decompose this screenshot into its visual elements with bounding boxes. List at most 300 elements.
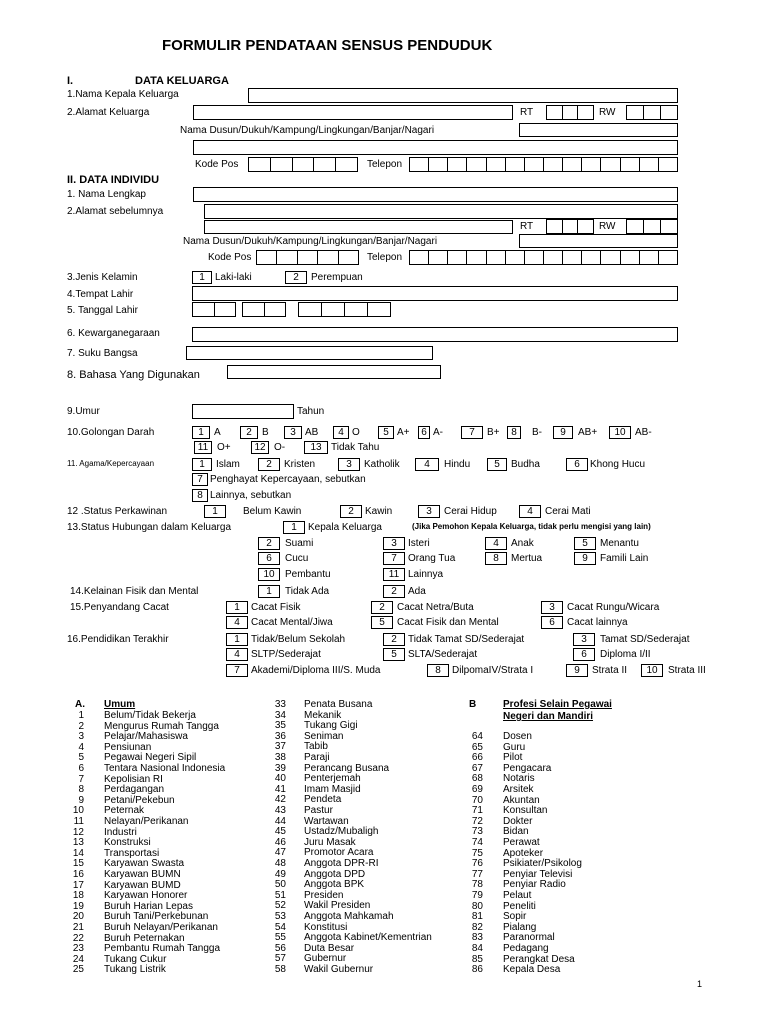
agama-option-6-box[interactable]: 6	[566, 458, 588, 471]
pekerjaan-label: Perawat	[503, 837, 540, 848]
pekerjaan-code: 67	[471, 762, 483, 774]
cacat-option-6-label: Cacat lainnya	[567, 617, 628, 628]
pekerjaan-label: Pegawai Negeri Sipil	[104, 752, 197, 764]
hubungan-option-7-label: Orang Tua	[408, 553, 456, 564]
pekerjaan-code: 49	[274, 868, 286, 880]
pekerjaan-label: Notaris	[503, 773, 535, 785]
label-telepon-1: Telepon	[367, 159, 403, 170]
pekerjaan-label: Anggota DPR-RI	[304, 858, 379, 869]
pekerjaan-code: 72	[471, 815, 483, 827]
pekerjaan-label: Karyawan Swasta	[104, 858, 185, 870]
label-rw-2: RW	[599, 221, 616, 232]
golongan-darah-option-8-box[interactable]: 8	[507, 426, 521, 439]
pekerjaan-label: Belum/Tidak Bekerja	[104, 710, 196, 721]
pekerjaan-code: 41	[274, 783, 286, 795]
pekerjaan-code: 58	[274, 964, 286, 975]
cacat-option-4-label: Cacat Mental/Jiwa	[251, 617, 333, 628]
kodepos-field-1[interactable]	[248, 157, 358, 172]
pekerjaan-code: 43	[274, 805, 286, 816]
label-kelainan: 14.Kelainan Fisik dan Mental	[70, 586, 199, 597]
pekerjaan-code: 50	[274, 879, 286, 891]
pendidikan-option-10-box[interactable]: 10	[641, 664, 663, 677]
cacat-option-1-label: Cacat Fisik	[251, 602, 301, 613]
golongan-darah-option-1-box[interactable]: 1	[192, 426, 210, 439]
hubungan-option-6-label: Cucu	[285, 553, 309, 564]
pekerjaan-code: 51	[274, 889, 286, 901]
pekerjaan-label: Perdagangan	[104, 784, 165, 796]
alamat-keluarga-field[interactable]	[193, 105, 513, 120]
label-kodepos-1: Kode Pos	[195, 159, 239, 170]
pekerjaan-code: 36	[274, 730, 286, 742]
pekerjaan-label: Pendeta	[304, 794, 342, 806]
status-perkawinan-option-4-box[interactable]: 4	[519, 505, 541, 518]
hubungan-option-6-box[interactable]: 6	[258, 552, 280, 565]
hubungan-option-3-label: Isteri	[408, 538, 430, 549]
pekerjaan-code: 52	[274, 900, 286, 912]
pekerjaan-label: Konstruksi	[104, 837, 151, 849]
rw-field-1[interactable]	[626, 105, 678, 120]
pekerjaan-label: Peneliti	[503, 900, 536, 912]
label-jenis-kelamin: 3.Jenis Kelamin	[67, 272, 138, 283]
agama-option-1-box[interactable]: 1	[192, 458, 212, 471]
pekerjaan-label: Anggota Mahkamah	[304, 911, 394, 922]
pekerjaan-label: Industri	[104, 826, 137, 838]
pekerjaan-label: Buruh Harian Lepas	[104, 900, 193, 912]
pekerjaan-b-heading-2: Negeri dan Mandiri	[503, 711, 594, 722]
label-agama: 11. Agama/Kepercayaan	[67, 459, 155, 468]
pendidikan-option-9-label: Strata II	[592, 665, 628, 676]
pekerjaan-label: Kepala Desa	[503, 964, 561, 976]
tanggal-lahir-year[interactable]	[298, 302, 391, 317]
pekerjaan-code: 25	[72, 964, 84, 976]
pekerjaan-code: 18	[72, 890, 84, 902]
hubungan-option-4-box[interactable]: 4	[485, 537, 507, 550]
pekerjaan-code: 81	[471, 911, 483, 923]
pekerjaan-code: 47	[274, 847, 286, 859]
kelainan-option-2-box[interactable]: 2	[383, 585, 405, 598]
cacat-option-2-label: Cacat Netra/Buta	[397, 602, 474, 613]
pekerjaan-code: 19	[72, 900, 84, 912]
alamat-keluarga-field-2[interactable]	[193, 140, 678, 155]
hubungan-option-5-box[interactable]: 5	[574, 537, 596, 550]
pekerjaan-label: Imam Masjid	[304, 783, 361, 795]
pekerjaan-code: 39	[274, 762, 286, 774]
status-perkawinan-option-1-box[interactable]: 1	[204, 505, 226, 518]
pekerjaan-code: 64	[471, 731, 483, 742]
pekerjaan-code: 7	[78, 773, 84, 785]
telepon-field-2[interactable]	[409, 250, 678, 265]
pekerjaan-label: Pastur	[304, 805, 333, 816]
status-perkawinan-option-3-label: Cerai Hidup	[444, 506, 497, 517]
pendidikan-option-8-label: DilpomaIV/Strata I	[452, 665, 534, 676]
pekerjaan-label: Nelayan/Perikanan	[104, 816, 189, 827]
pekerjaan-code: 1	[78, 710, 84, 721]
label-bahasa: 8. Bahasa Yang Digunakan	[67, 369, 200, 381]
pekerjaan-label: Anggota DPD	[304, 868, 366, 880]
pekerjaan-code: 77	[471, 868, 483, 880]
pekerjaan-label: Penyiar Televisi	[503, 868, 573, 880]
pendidikan-option-10-label: Strata III	[668, 665, 706, 676]
hubungan-option-11-box[interactable]: 11	[383, 568, 405, 581]
pekerjaan-label: Karyawan Honorer	[104, 890, 188, 902]
golongan-darah-option-2-label: B	[262, 427, 269, 438]
pendidikan-option-5-label: SLTA/Sederajat	[408, 649, 478, 660]
agama-option-5-box[interactable]: 5	[487, 458, 507, 471]
label-penyandang-cacat: 15.Penyandang Cacat	[70, 602, 169, 613]
pekerjaan-label: Karyawan BUMN	[104, 869, 181, 880]
pekerjaan-code: 3	[78, 731, 84, 743]
pekerjaan-label: Seniman	[304, 730, 344, 742]
pekerjaan-code: 14	[72, 847, 84, 859]
pekerjaan-code: 11	[73, 816, 84, 827]
jk-option-1-label: Laki-laki	[215, 272, 252, 283]
pekerjaan-label: Tukang Gigi	[304, 720, 358, 732]
pekerjaan-code: 54	[274, 921, 286, 933]
pekerjaan-code: 66	[471, 752, 483, 764]
telepon-field-1[interactable]	[409, 157, 678, 172]
pekerjaan-code: 82	[471, 921, 483, 933]
agama-option-2-box[interactable]: 2	[258, 458, 280, 471]
pekerjaan-label: Pelaut	[503, 890, 532, 901]
cacat-option-3-box[interactable]: 3	[541, 601, 563, 614]
label-umur: 9.Umur	[67, 406, 100, 417]
agama-option-2-label: Kristen	[284, 459, 316, 470]
pendidikan-option-3-box[interactable]: 3	[573, 633, 595, 646]
nama-lengkap-field[interactable]	[193, 187, 678, 202]
pekerjaan-label: Wartawan	[304, 815, 349, 827]
pekerjaan-label: Arsitek	[503, 784, 534, 795]
kelainan-option-1-box[interactable]: 1	[258, 585, 280, 598]
jk-option-2-label: Perempuan	[311, 272, 363, 283]
tanggal-lahir-day[interactable]	[192, 302, 236, 317]
pekerjaan-label: Presiden	[304, 889, 344, 901]
pendidikan-option-3-label: Tamat SD/Sederajat	[600, 634, 690, 645]
hubungan-option-4-label: Anak	[511, 538, 534, 549]
cacat-option-2-box[interactable]: 2	[371, 601, 393, 614]
pendidikan-option-7-label: Akademi/Diploma III/S. Muda	[251, 665, 381, 676]
agama-option-3-label: Katholik	[364, 459, 400, 470]
golongan-darah-option-12-box[interactable]: 12	[251, 441, 269, 454]
pekerjaan-label: Penata Busana	[304, 699, 373, 710]
pekerjaan-label: Karyawan BUMD	[104, 879, 181, 891]
agama-option-3-box[interactable]: 3	[338, 458, 360, 471]
pendidikan-option-5-box[interactable]: 5	[383, 648, 405, 661]
pekerjaan-a-letter: A.	[75, 699, 85, 710]
pekerjaan-label: Buruh Peternakan	[104, 932, 185, 944]
golongan-darah-option-6-box[interactable]: 6	[418, 426, 430, 439]
label-rw-1: RW	[599, 107, 616, 118]
pekerjaan-code: 65	[471, 741, 483, 753]
pekerjaan-code: 68	[471, 773, 483, 785]
pekerjaan-label: Paranormal	[503, 932, 555, 944]
pekerjaan-label: Wakil Presiden	[304, 900, 371, 912]
pekerjaan-code: 15	[72, 858, 84, 870]
pekerjaan-label: Juru Masak	[304, 836, 356, 848]
pekerjaan-code: 13	[72, 837, 84, 849]
hubungan-option-7-box[interactable]: 7	[383, 552, 405, 565]
hubungan-option-1-box[interactable]: 1	[283, 521, 305, 534]
hubungan-option-5-label: Menantu	[600, 538, 639, 549]
pekerjaan-code: 16	[72, 869, 84, 880]
label-rt-2: RT	[520, 221, 534, 232]
pekerjaan-label: Sopir	[503, 911, 527, 923]
pekerjaan-label: Perangkat Desa	[503, 953, 575, 965]
tempat-lahir-field[interactable]	[192, 286, 678, 301]
pekerjaan-b-letter: B	[469, 699, 477, 710]
agama-option-7-label: Penghayat Kepercayaan, sebutkan	[210, 474, 366, 485]
cacat-option-5-label: Cacat Fisik dan Mental	[397, 617, 499, 628]
pekerjaan-label: Tukang Listrik	[104, 964, 166, 976]
pekerjaan-code: 40	[274, 773, 286, 785]
label-kewarganegaraan: 6. Kewarganegaraan	[67, 328, 160, 339]
pekerjaan-label: Konsultan	[503, 805, 548, 817]
pekerjaan-label: Pelajar/Mahasiswa	[104, 731, 188, 743]
golongan-darah-option-5-box[interactable]: 5	[378, 426, 394, 439]
hubungan-option-1-label: Kepala Keluarga	[308, 522, 382, 533]
label-nama-lengkap: 1. Nama Lengkap	[67, 189, 146, 200]
pekerjaan-code: 6	[78, 763, 84, 774]
rw-field-2[interactable]	[626, 219, 678, 234]
cacat-option-1-box[interactable]: 1	[226, 601, 248, 614]
pekerjaan-label: Dosen	[503, 731, 532, 742]
pendidikan-option-4-box[interactable]: 4	[226, 648, 248, 661]
pendidikan-option-2-label: Tidak Tamat SD/Sederajat	[408, 634, 525, 645]
hubungan-option-10-box[interactable]: 10	[258, 568, 280, 581]
cacat-option-4-box[interactable]: 4	[226, 616, 248, 629]
label-kodepos-2: Kode Pos	[208, 252, 252, 263]
pekerjaan-code: 76	[471, 858, 483, 870]
pekerjaan-code: 45	[274, 826, 286, 838]
golongan-darah-option-4-label: O	[352, 427, 360, 438]
golongan-darah-option-11-label: O+	[217, 442, 231, 453]
pekerjaan-code: 5	[78, 752, 84, 764]
golongan-darah-option-11-box[interactable]: 11	[194, 441, 212, 454]
golongan-darah-option-7-label: B+	[487, 427, 500, 438]
pekerjaan-code: 38	[274, 752, 286, 763]
golongan-darah-option-2-box[interactable]: 2	[240, 426, 258, 439]
pekerjaan-code: 86	[471, 964, 483, 976]
pendidikan-option-6-box[interactable]: 6	[573, 648, 595, 661]
agama-option-5-label: Budha	[511, 459, 540, 470]
pekerjaan-label: Pengacara	[503, 762, 552, 774]
hubungan-option-9-box[interactable]: 9	[574, 552, 596, 565]
golongan-darah-option-10-box[interactable]: 10	[609, 426, 631, 439]
pekerjaan-code: 55	[274, 932, 286, 944]
pekerjaan-code: 75	[471, 847, 483, 859]
jk-option-2-box[interactable]: 2	[285, 271, 307, 284]
pendidikan-option-8-box[interactable]: 8	[427, 664, 449, 677]
pekerjaan-label: Pedagang	[503, 943, 549, 954]
golongan-darah-option-4-box[interactable]: 4	[333, 426, 349, 439]
nama-kepala-field[interactable]	[248, 88, 678, 103]
pekerjaan-code: 10	[72, 805, 84, 817]
label-tahun: Tahun	[297, 406, 325, 417]
hubungan-option-2-box[interactable]: 2	[258, 537, 280, 550]
pekerjaan-code: 4	[78, 741, 84, 753]
label-status-hubungan: 13.Status Hubungan dalam Keluarga	[67, 522, 232, 533]
label-tanggal-lahir: 5. Tanggal Lahir	[67, 305, 138, 316]
pekerjaan-code: 34	[274, 709, 286, 721]
pekerjaan-code: 83	[471, 932, 483, 944]
label-dusun-2: Nama Dusun/Dukuh/Kampung/Lingkungan/Banjar/Nagari	[183, 236, 438, 247]
section2-heading: II. DATA INDIVIDU	[67, 174, 160, 186]
hubungan-option-11-label: Lainnya	[408, 569, 444, 580]
pekerjaan-code: 8	[78, 784, 84, 796]
pekerjaan-label: Anggota BPK	[304, 879, 365, 891]
pekerjaan-label: Paraji	[304, 752, 330, 763]
pekerjaan-code: 35	[274, 720, 286, 732]
label-tempat-lahir: 4.Tempat Lahir	[67, 289, 134, 300]
label-rt-1: RT	[520, 107, 534, 118]
alamat-sebelumnya-field[interactable]	[204, 204, 678, 219]
pekerjaan-label: Akuntan	[503, 794, 540, 806]
page-number: 1	[697, 979, 703, 989]
pekerjaan-code: 78	[471, 879, 483, 891]
pekerjaan-code: 71	[471, 805, 483, 817]
pendidikan-option-1-label: Tidak/Belum Sekolah	[251, 634, 346, 645]
hubungan-option-10-label: Pembantu	[285, 569, 331, 580]
golongan-darah-option-12-label: O-	[274, 442, 286, 453]
golongan-darah-option-7-box[interactable]: 7	[461, 426, 483, 439]
pekerjaan-code: 12	[72, 826, 84, 838]
pekerjaan-b-heading-1: Profesi Selain Pegawai	[503, 699, 612, 710]
pekerjaan-code: 33	[274, 699, 286, 710]
golongan-darah-option-1-label: A	[214, 427, 221, 438]
pekerjaan-code: 22	[72, 932, 84, 944]
pendidikan-option-1-box[interactable]: 1	[226, 633, 248, 646]
alamat-sebelumnya-field-2[interactable]	[204, 220, 513, 234]
kodepos-field-2[interactable]	[256, 250, 359, 265]
label-alamat-keluarga: 2.Alamat Keluarga	[67, 107, 150, 118]
pendidikan-option-9-box[interactable]: 9	[566, 664, 588, 677]
section1-roman: I.	[67, 75, 74, 87]
pekerjaan-code: 80	[471, 900, 483, 912]
pekerjaan-label: Penterjemah	[304, 773, 361, 785]
rt-field-1[interactable]	[546, 105, 594, 120]
kelainan-option-2-label: Ada	[408, 586, 426, 597]
pekerjaan-code: 84	[471, 943, 483, 954]
label-status-perkawinan: 12 .Status Perkawinan	[67, 506, 168, 517]
pekerjaan-label: Pialang	[503, 921, 537, 933]
agama-option-8-label: Lainnya, sebutkan	[210, 490, 292, 501]
pekerjaan-label: Mengurus Rumah Tangga	[104, 720, 219, 732]
pekerjaan-a-heading: Umum	[104, 699, 136, 710]
hubungan-note: (Jika Pemohon Kepala Keluarga, tidak perlu mengisi yang lain)	[412, 522, 651, 531]
agama-option-4-label: Hindu	[444, 459, 471, 470]
pekerjaan-code: 17	[72, 879, 84, 891]
pekerjaan-code: 44	[274, 815, 286, 827]
dusun-field-2[interactable]	[519, 234, 678, 248]
pekerjaan-label: Pembantu Rumah Tangga	[104, 943, 221, 955]
pekerjaan-label: Gubernur	[304, 953, 347, 965]
pekerjaan-label: Psikiater/Psikolog	[503, 858, 582, 870]
pekerjaan-label: Pensiunan	[104, 741, 152, 753]
pekerjaan-code: 69	[471, 784, 483, 795]
dusun-field-1[interactable]	[519, 123, 678, 137]
pekerjaan-label: Guru	[503, 741, 526, 753]
golongan-darah-option-8-label: B-	[532, 427, 542, 438]
label-suku-bangsa: 7. Suku Bangsa	[67, 348, 138, 359]
cacat-option-6-box[interactable]: 6	[541, 616, 563, 629]
jk-option-1-box[interactable]: 1	[192, 271, 212, 284]
pekerjaan-code: 21	[72, 922, 84, 933]
pekerjaan-code: 46	[274, 836, 286, 848]
rt-field-2[interactable]	[546, 219, 594, 234]
label-nama-kepala: 1.Nama Kepala Keluarga	[67, 89, 179, 100]
pendidikan-option-7-box[interactable]: 7	[226, 664, 248, 677]
pekerjaan-label: Dokter	[503, 815, 533, 827]
pendidikan-option-2-box[interactable]: 2	[383, 633, 405, 646]
status-perkawinan-option-4-label: Cerai Mati	[545, 506, 591, 517]
pekerjaan-code: 57	[274, 953, 286, 965]
agama-option-7-box[interactable]: 7	[192, 473, 208, 486]
pekerjaan-label: Duta Besar	[304, 942, 355, 954]
pekerjaan-label: Konstitusi	[304, 921, 348, 933]
pekerjaan-label: Mekanik	[304, 709, 342, 721]
golongan-darah-option-9-label: AB+	[578, 427, 598, 438]
agama-option-6-label: Khong Hucu	[590, 459, 646, 470]
pekerjaan-label: Kepolisian RI	[104, 773, 163, 785]
hubungan-option-3-box[interactable]: 3	[383, 537, 405, 550]
golongan-darah-option-13-label: Tidak Tahu	[331, 442, 380, 453]
kewarganegaraan-field[interactable]	[192, 327, 678, 342]
agama-option-8-box[interactable]: 8	[192, 489, 208, 502]
pekerjaan-code: 20	[72, 911, 84, 923]
cacat-option-3-label: Cacat Rungu/Wicara	[567, 602, 660, 613]
pekerjaan-label: Penyiar Radio	[503, 879, 566, 891]
pekerjaan-code: 37	[274, 741, 286, 753]
tanggal-lahir-month[interactable]	[242, 302, 286, 317]
pekerjaan-code: 42	[274, 794, 286, 806]
pekerjaan-label: Ustadz/Mubaligh	[304, 826, 379, 838]
golongan-darah-option-5-label: A+	[397, 427, 410, 438]
umur-field[interactable]	[192, 404, 294, 419]
kelainan-option-1-label: Tidak Ada	[285, 586, 330, 597]
label-dusun-1: Nama Dusun/Dukuh/Kampung/Lingkungan/Banjar/Nagari	[180, 125, 435, 136]
pekerjaan-label: Wakil Gubernur	[304, 964, 374, 975]
cacat-option-5-box[interactable]: 5	[371, 616, 393, 629]
label-telepon-2: Telepon	[367, 252, 403, 263]
golongan-darah-option-3-label: AB	[305, 427, 319, 438]
status-perkawinan-option-3-box[interactable]: 3	[418, 505, 440, 518]
bahasa-field[interactable]	[227, 365, 441, 379]
hubungan-option-8-box[interactable]: 8	[485, 552, 507, 565]
pekerjaan-code: 85	[471, 953, 483, 965]
pekerjaan-label: Tentara Nasional Indonesia	[104, 763, 226, 774]
section1-heading: DATA KELUARGA	[135, 75, 229, 87]
pekerjaan-code: 48	[274, 858, 286, 869]
golongan-darah-option-13-box[interactable]: 13	[304, 441, 328, 454]
golongan-darah-option-3-box[interactable]: 3	[284, 426, 302, 439]
pekerjaan-label: Promotor Acara	[304, 847, 374, 859]
pekerjaan-code: 53	[274, 911, 286, 922]
pekerjaan-code: 73	[471, 826, 483, 838]
pekerjaan-label: Tukang Cukur	[104, 953, 167, 965]
agama-option-1-label: Islam	[216, 459, 240, 470]
agama-option-4-box[interactable]: 4	[415, 458, 439, 471]
label-pendidikan: 16.Pendidikan Terakhir	[67, 634, 169, 645]
pekerjaan-code: 56	[274, 942, 286, 954]
suku-bangsa-field[interactable]	[186, 346, 433, 360]
status-perkawinan-option-2-label: Kawin	[365, 506, 393, 517]
hubungan-option-2-label: Suami	[285, 538, 314, 549]
hubungan-option-9-label: Famili Lain	[600, 553, 649, 564]
status-perkawinan-option-2-box[interactable]: 2	[340, 505, 362, 518]
pekerjaan-label: Tabib	[304, 741, 328, 753]
golongan-darah-option-9-box[interactable]: 9	[553, 426, 573, 439]
pekerjaan-label: Pilot	[503, 752, 523, 764]
pekerjaan-code: 24	[72, 953, 84, 965]
